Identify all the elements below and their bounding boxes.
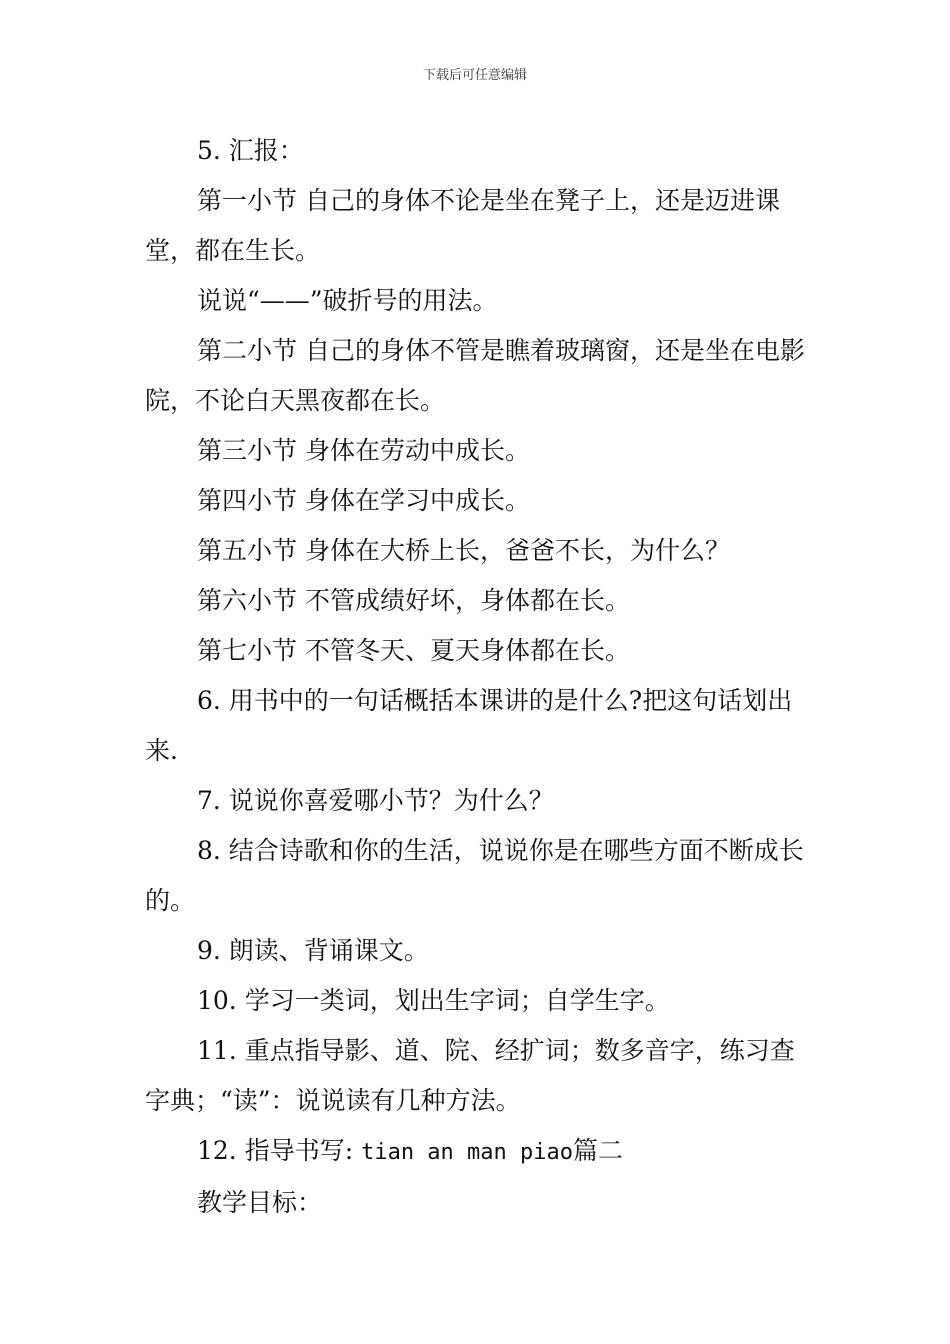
paragraph-section-6: 第六小节 不管成绩好坏，身体都在长。 — [197, 586, 630, 615]
paragraph-item-9: 9. 朗读、背诵课文。 — [197, 936, 429, 965]
paragraph-section-4: 第四小节 身体在学习中成长。 — [197, 486, 530, 515]
paragraph-section-2: 第二小节 自己的身体不管是瞧着玻璃窗，还是坐在电影院，不论白天黑夜都在长。 — [145, 336, 805, 415]
paragraph-section-5: 第五小节 身体在大桥上长，爸爸不长，为什么？ — [197, 536, 730, 565]
writing-suffix: 篇二 — [573, 1136, 624, 1165]
paragraph-item-7: 7. 说说你喜爱哪小节？为什么？ — [197, 786, 554, 815]
paragraph-section-7: 第七小节 不管冬天、夏天身体都在长。 — [197, 636, 630, 665]
writing-pinyin: tian an man piao — [361, 1140, 573, 1165]
writing-prefix: 12. 指导书写: — [197, 1136, 362, 1165]
paragraph-section-1: 第一小节 自己的身体不论是坐在凳子上，还是迈进课堂，都在生长。 — [145, 186, 780, 265]
document-body — [145, 126, 815, 1228]
page-header: 下载后可任意编辑 — [422, 68, 527, 83]
paragraph-item-6: 6. 用书中的一句话概括本课讲的是什么?把这句话划出来. — [145, 686, 793, 765]
paragraph-report: 5. 汇报： — [197, 136, 304, 165]
paragraph-item-11: 11. 重点指导影、道、院、经扩词；数多音字，练习查字典；“读”：说说读有几种方法。 — [145, 1036, 795, 1115]
paragraph-dash-usage: 说说“——”破折号的用法。 — [197, 286, 498, 315]
paragraph-item-8: 8. 结合诗歌和你的生活，说说你是在哪些方面不断成长的。 — [145, 836, 804, 915]
paragraph-section-3: 第三小节 身体在劳动中成长。 — [197, 436, 530, 465]
paragraph-item-12 — [145, 1126, 815, 1178]
paragraph-teaching-goals: 教学目标： — [197, 1188, 323, 1217]
paragraph-item-10: 10. 学习一类词，划出生字词；自学生字。 — [197, 986, 670, 1015]
